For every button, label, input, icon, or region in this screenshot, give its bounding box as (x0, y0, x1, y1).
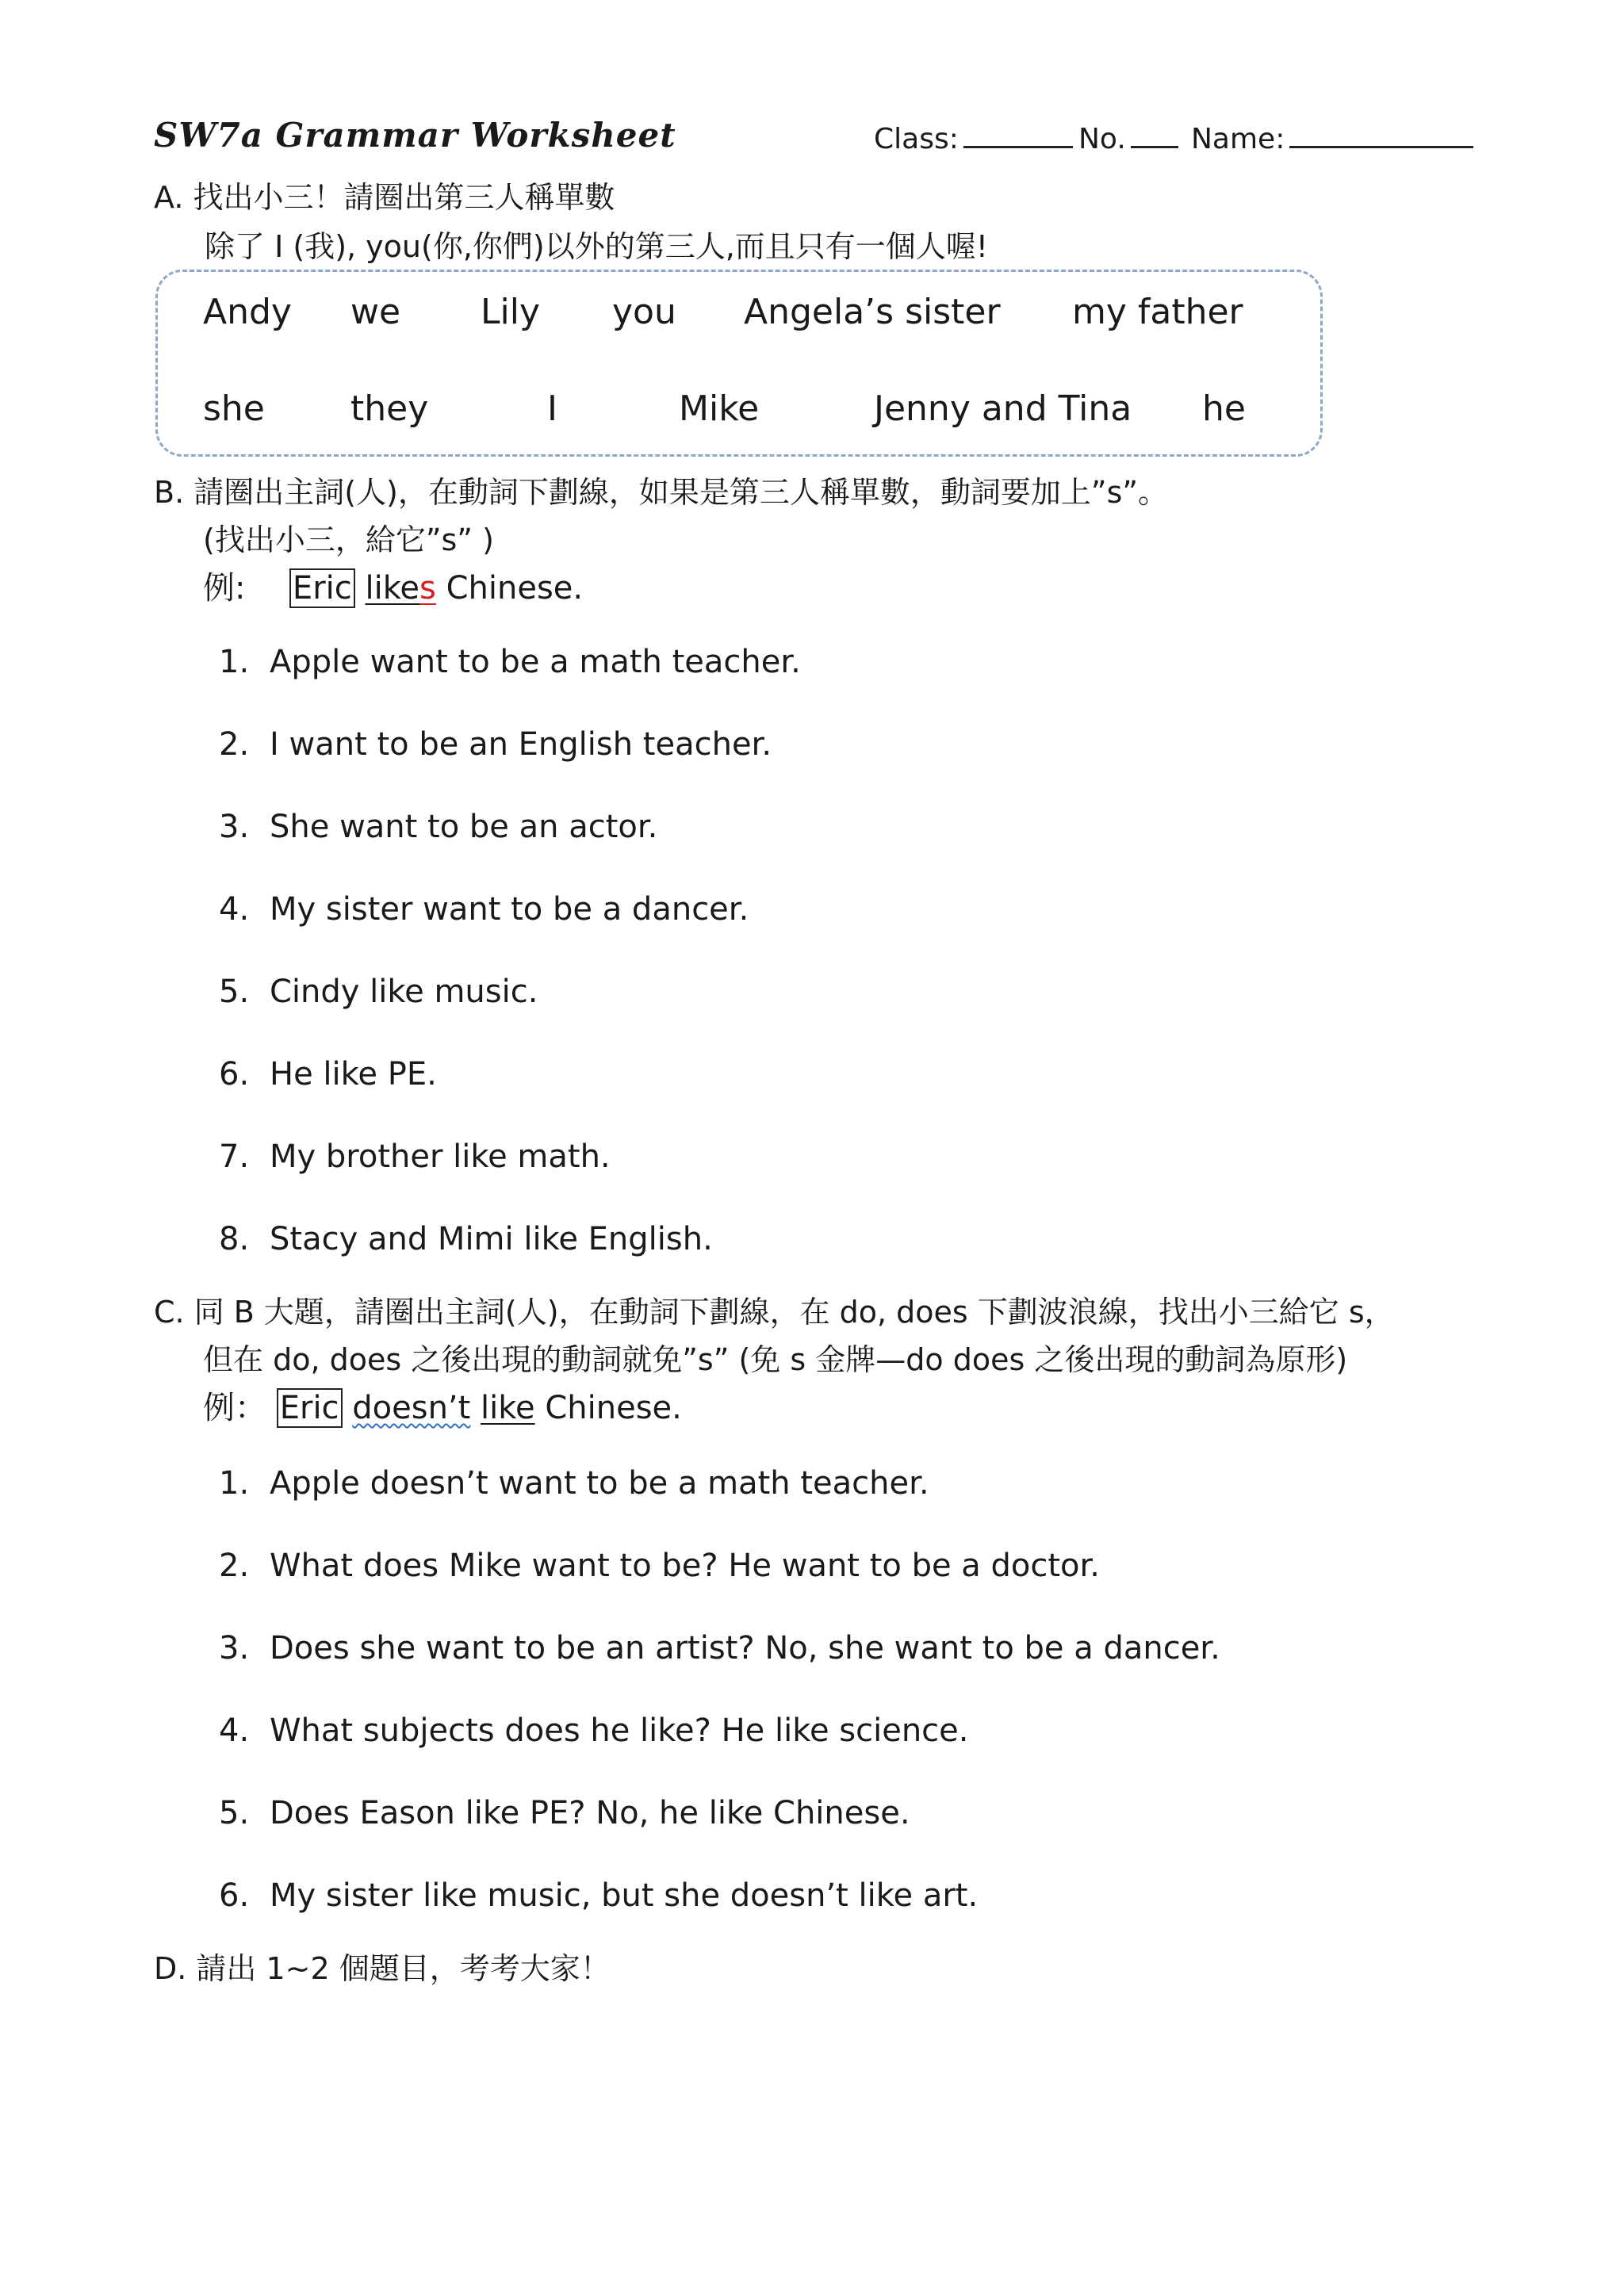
number-blank[interactable] (1131, 122, 1178, 148)
list-item[interactable]: 1. Apple doesn’t want to be a math teacher. (219, 1465, 929, 1502)
class-label: Class: (874, 123, 959, 155)
word-item[interactable]: Andy (203, 292, 292, 332)
section-b-subheading: (找出小三，給它”s” ) (203, 522, 494, 557)
word-item[interactable]: Mike (679, 388, 760, 429)
list-item[interactable]: 2. I want to be an English teacher. (219, 726, 772, 763)
example-aux: doesn’t (352, 1390, 471, 1426)
word-item[interactable]: they (350, 388, 429, 429)
list-item[interactable]: 8. Stacy and Mimi like English. (219, 1221, 713, 1257)
word-item[interactable]: my father (1072, 292, 1243, 332)
number-label: No. (1078, 123, 1126, 155)
list-item[interactable]: 5. Cindy like music. (219, 974, 538, 1010)
example-subject: Eric (289, 568, 355, 608)
name-field[interactable] (1191, 122, 1481, 155)
section-c-heading: C. 同 B 大題，請圈出主詞(人)，在動詞下劃線，在 do, does 下劃波浪線，找出小三給它 s， (154, 1295, 1395, 1330)
list-item[interactable]: 4. My sister want to be a dancer. (219, 891, 749, 928)
word-item[interactable]: we (350, 292, 401, 332)
section-c-example (203, 1383, 682, 1428)
list-item[interactable]: 6. He like PE. (219, 1056, 437, 1093)
list-item[interactable]: 3. Does she want to be an artist? No, she want to be a dancer. (219, 1630, 1220, 1667)
section-b-heading: B. 請圈出主詞(人)，在動詞下劃線，如果是第三人稱單數，動詞要加上”s”。 (154, 475, 1169, 510)
word-item[interactable]: I (547, 388, 557, 429)
section-b-example (203, 563, 583, 608)
name-blank[interactable] (1289, 122, 1473, 148)
example-label: 例： (203, 1390, 266, 1426)
word-item[interactable]: you (612, 292, 676, 332)
worksheet-title: SW7a Grammar Worksheet (154, 116, 676, 155)
list-item[interactable]: 5. Does Eason like PE? No, he like Chinese. (219, 1795, 910, 1831)
list-item[interactable]: 3. She want to be an actor. (219, 809, 658, 845)
section-d-heading: D. 請出 1~2 個題目，考考大家！ (154, 1951, 611, 1986)
section-a-note: 除了 I (我), you(你,你們)以外的第三人,而且只有一個人喔! (205, 229, 989, 264)
name-label: Name: (1191, 123, 1285, 155)
example-subject: Eric (277, 1388, 343, 1428)
word-item[interactable]: Jenny and Tina (874, 388, 1132, 429)
example-verb: likes (365, 570, 436, 607)
class-field[interactable] (874, 122, 1081, 155)
section-c-heading-2: 但在 do, does 之後出現的動詞就免”s” (免 s 金牌—do does 之後出現的動詞為原形) (203, 1342, 1348, 1377)
list-item[interactable]: 4. What subjects does he like? He like science. (219, 1712, 969, 1749)
example-rest: Chinese. (446, 570, 584, 607)
example-rest: Chinese. (545, 1390, 682, 1426)
list-item[interactable]: 7. My brother like math. (219, 1138, 611, 1175)
word-item[interactable]: she (203, 388, 265, 429)
section-a-heading: A. 找出小三！請圈出第三人稱單數 (154, 180, 615, 215)
word-item[interactable]: Angela’s sister (744, 292, 1001, 332)
word-item[interactable]: he (1202, 388, 1246, 429)
example-label: 例: (203, 570, 246, 607)
class-blank[interactable] (963, 122, 1073, 148)
list-item[interactable]: 2. What does Mike want to be? He want to be a doctor. (219, 1548, 1101, 1584)
word-item[interactable]: Lily (481, 292, 541, 332)
number-field[interactable] (1078, 122, 1186, 155)
list-item[interactable]: 6. My sister like music, but she doesn’t like art. (219, 1877, 979, 1914)
list-item[interactable]: 1. Apple want to be a math teacher. (219, 644, 801, 680)
example-verb: like (481, 1390, 535, 1426)
